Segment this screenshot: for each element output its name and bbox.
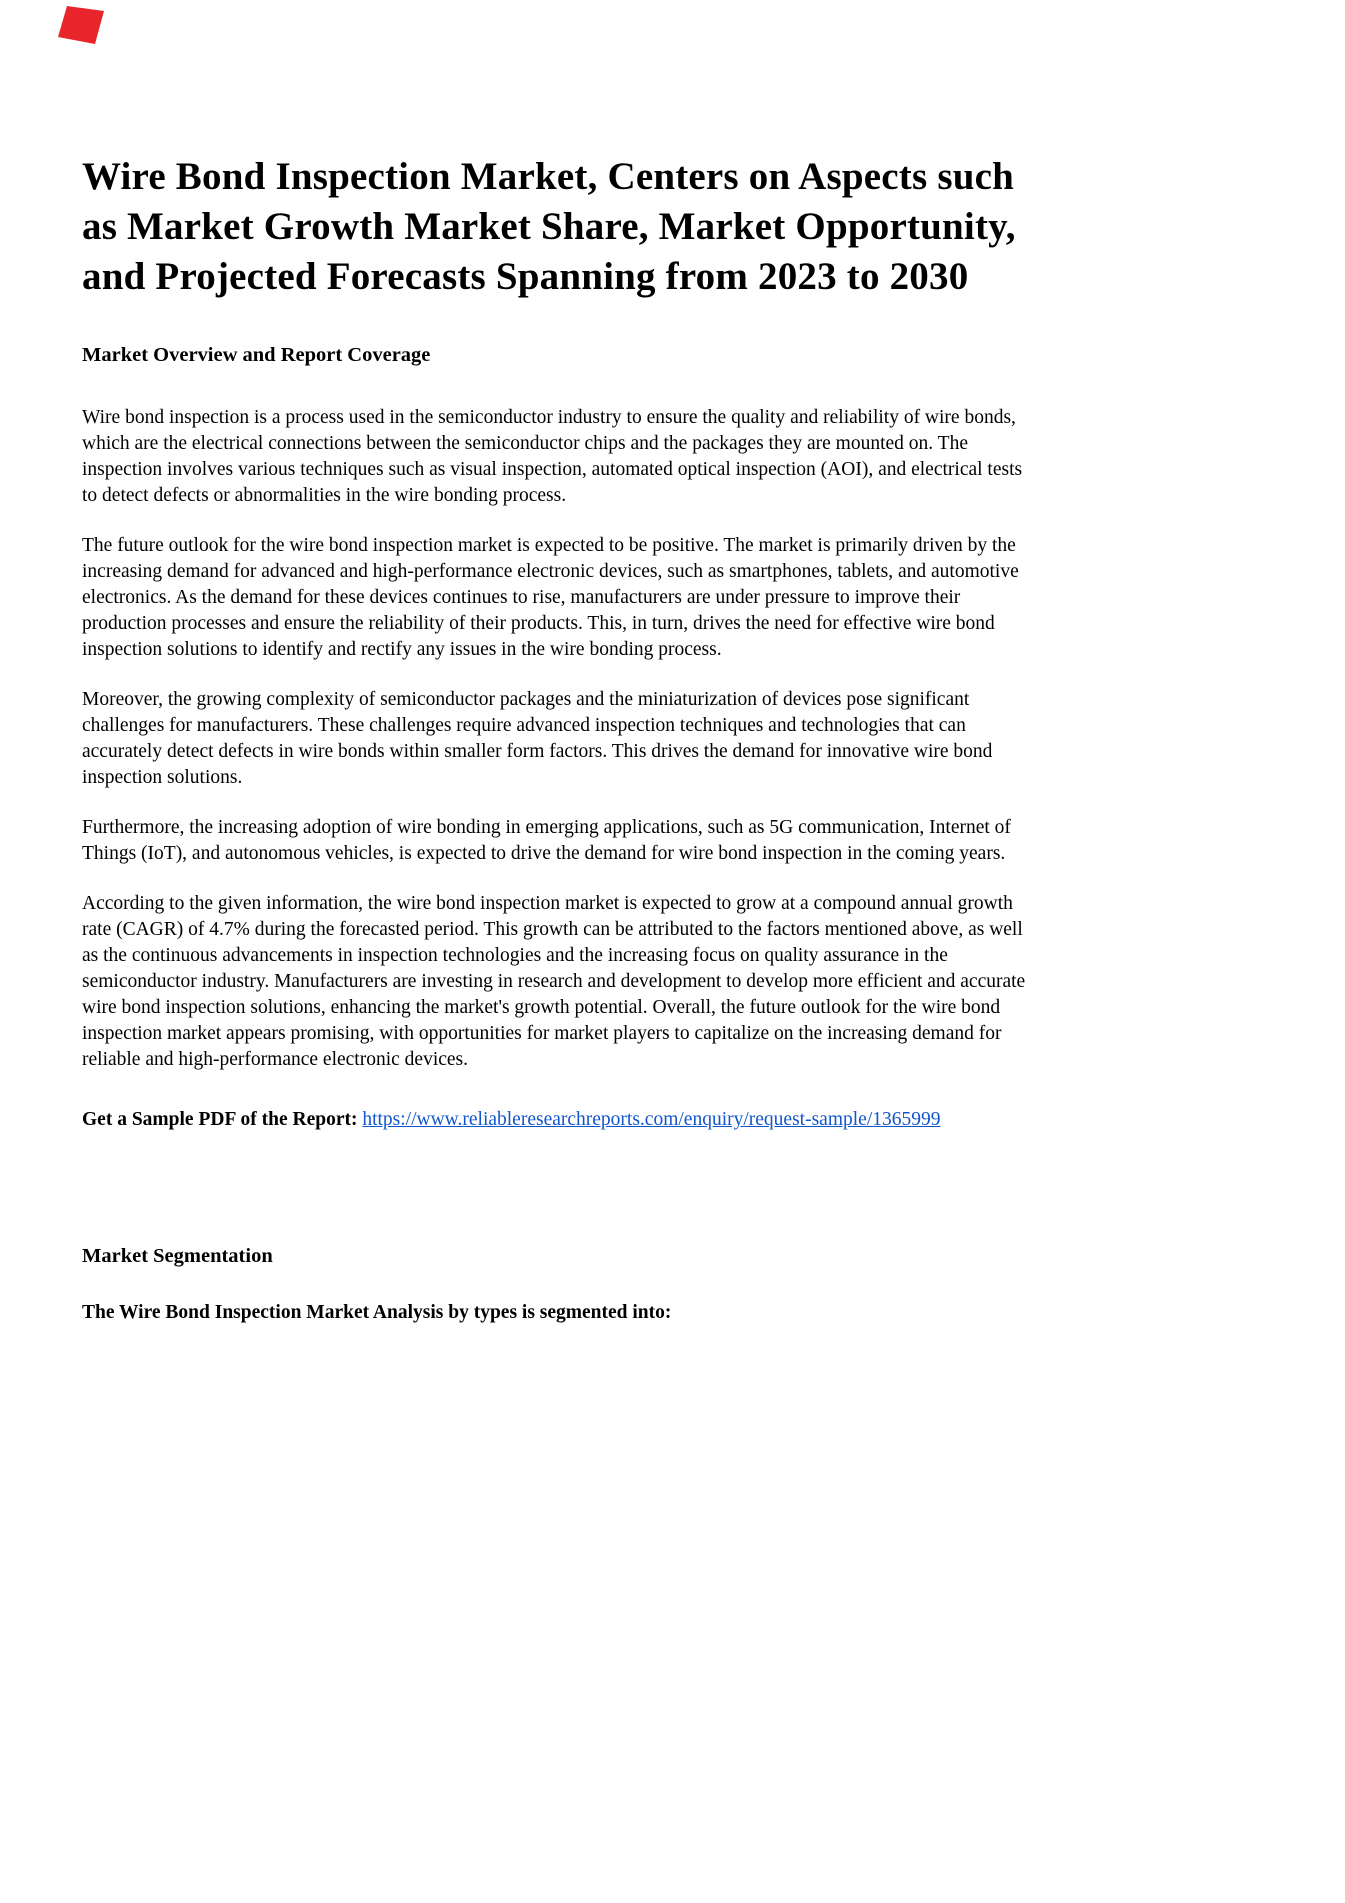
sample-report-link[interactable]: https://www.reliableresearchreports.com/enquiry/request-sample/1365999	[362, 1108, 941, 1130]
page-title: Wire Bond Inspection Market, Centers on Aspects such as Market Growth Market Share, Market Opportunity, and Projected Forecasts Spanning from 2023 to 2030	[82, 155, 1016, 298]
paragraph-overview-1: Wire bond inspection is a process used in the semiconductor industry to ensure the quality and reliability of wire bonds, which are the electrical connections between the semiconductor chips and the packages they are mounted on. The inspection involves various techniques such as visual inspection, automated optical inspection (AOI), and electrical tests to detect defects or abnormalities in the wire bonding process.	[82, 406, 1023, 506]
article-content	[82, 0, 1036, 1324]
section-heading-segmentation: Market Segmentation	[82, 1244, 273, 1267]
sample-report-label: Get a Sample PDF of the Report:	[82, 1108, 358, 1130]
paragraph-cagr-growth: According to the given information, the wire bond inspection market is expected to grow at a compound annual growth rate (CAGR) of 4.7% during the forecasted period. This growth can be attributed to the factors mentioned above, as well as the continuous advancements in inspection technologies and the increasing focus on quality assurance in the semiconductor industry. Manufacturers are investing in research and development to develop more efficient and accurate wire bond inspection solutions, enhancing the market's growth potential. Overall, the future outlook for the wire bond inspection market appears promising, with opportunities for market players to capitalize on the increasing demand for reliable and high-performance electronic devices.	[82, 892, 1026, 1070]
paragraph-complexity: Moreover, the growing complexity of semiconductor packages and the miniaturization of devices pose significant challenges for manufacturers. These challenges require advanced inspection techniques and technologies that can accurately detect defects in wire bonds within smaller form factors. This drives the demand for innovative wire bond inspection solutions.	[82, 688, 993, 788]
paragraph-future-outlook: The future outlook for the wire bond inspection market is expected to be positive. The market is primarily driven by the increasing demand for advanced and high-performance electronic devices, such as smartphones, tablets, and automotive electronics. As the demand for these devices continues to rise, manufacturers are under pressure to improve their production processes and ensure the reliability of their products. This, in turn, drives the need for effective wire bond inspection solutions to identify and rectify any issues in the wire bonding process.	[82, 534, 1019, 660]
sample-report-line	[82, 1107, 1036, 1133]
section-heading-overview: Market Overview and Report Coverage	[82, 343, 431, 366]
types-segment-intro: The Wire Bond Inspection Market Analysis by types is segmented into:	[82, 1301, 672, 1323]
paragraph-adoption: Furthermore, the increasing adoption of wire bonding in emerging applications, such as 5G communication, Internet of Things (IoT), and autonomous vehicles, is expected to drive the demand for wire bond inspection in the coming years.	[82, 816, 1011, 864]
segmentation-section	[82, 1245, 1036, 1324]
